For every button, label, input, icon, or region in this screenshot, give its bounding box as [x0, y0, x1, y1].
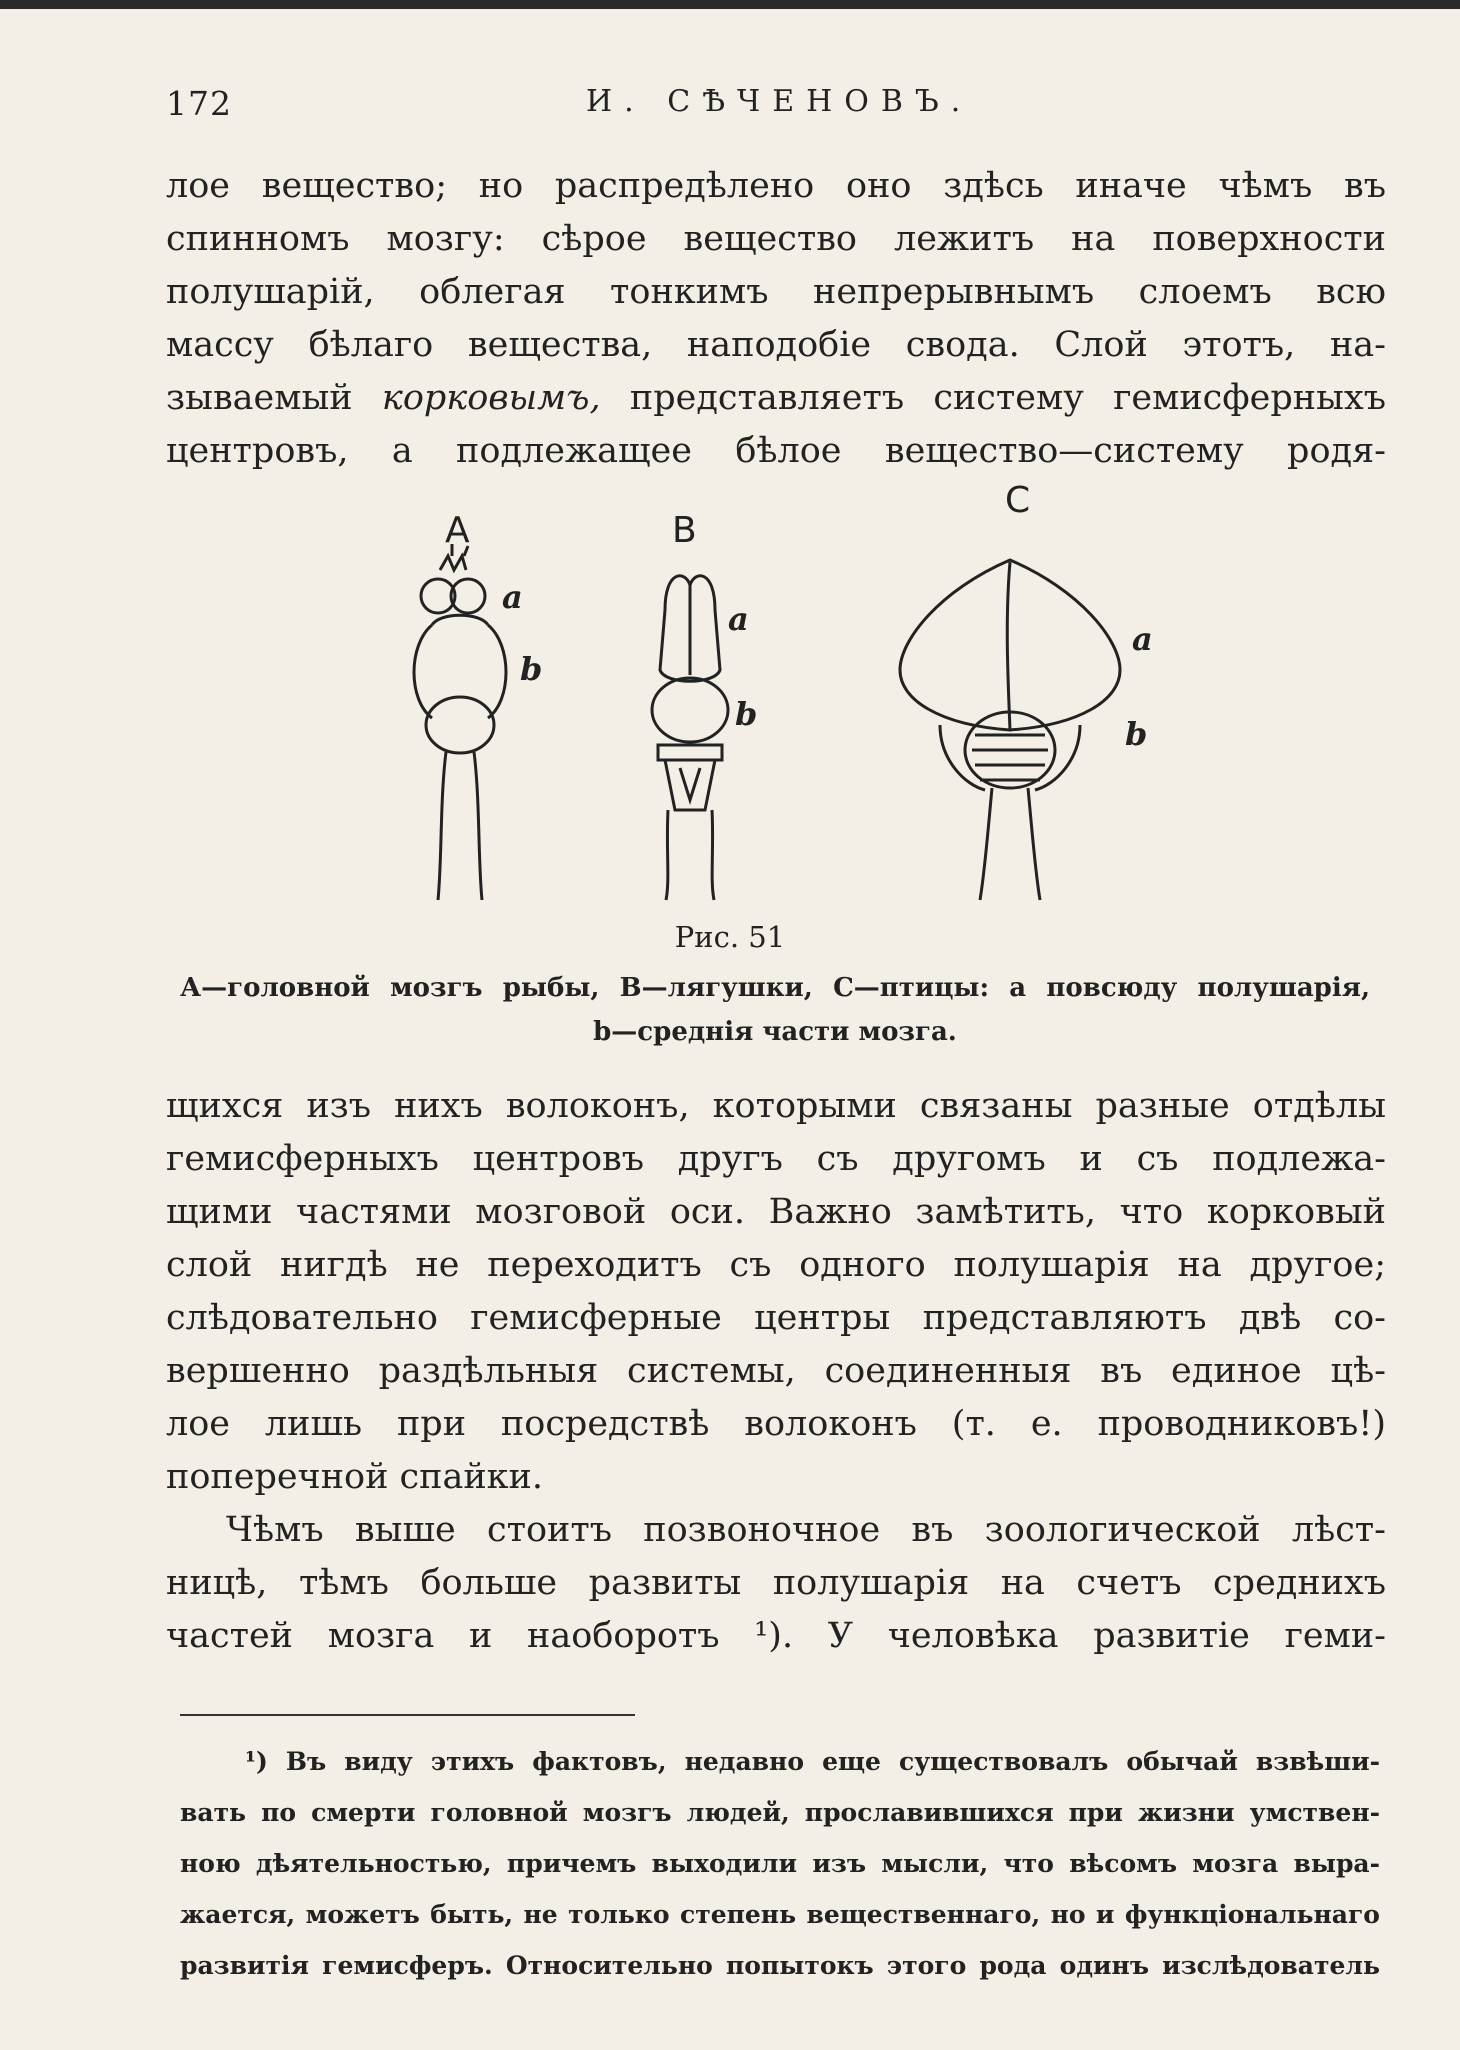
- brain-diagrams: [380, 500, 1380, 920]
- fig-sub-b: b: [1125, 715, 1148, 753]
- caption-line: А—головной мозгъ рыбы, В—лягушки, С—птицы: а повсюду полушарія,: [180, 973, 1370, 1003]
- frog-brain-drawing: [652, 576, 728, 900]
- fig-sub-b: b: [735, 695, 758, 733]
- caption-line: b—среднія части мозга.: [593, 1017, 957, 1047]
- footnote-divider: [180, 1714, 635, 1716]
- fig-sub-a: a: [502, 578, 523, 616]
- fig-label-b: B: [672, 510, 697, 551]
- footnote-line: развитія гемисферъ. Относительно попытокъ этого рода одинъ изслѣдователь: [180, 1951, 1380, 1980]
- text-line: слѣдовательно гемисферные центры представляютъ двѣ со-: [166, 1298, 1386, 1338]
- text-line: центровъ, а подлежащее бѣлое вещество—систему родя-: [166, 431, 1386, 471]
- fig-label-a: A: [445, 510, 470, 551]
- paragraph-2: [166, 1080, 1386, 1504]
- text-line: спинномъ мозгу: сѣрое вещество лежитъ на поверхности: [166, 219, 1386, 259]
- footnote-line: вать по смерти головной мозгъ людей, прославившихся при жизни умствен-: [180, 1798, 1380, 1827]
- italic-term: корковымъ,: [381, 378, 601, 418]
- fig-sub-b: b: [520, 650, 543, 688]
- page-number: 172: [166, 84, 232, 123]
- text-line: частей мозга и наоборотъ ¹). У человѣка развитіе геми-: [166, 1616, 1386, 1656]
- text-line: поперечной спайки.: [166, 1457, 544, 1497]
- footnote-line: ною дѣятельностью, причемъ выходили изъ мысли, что вѣсомъ мозга выра-: [180, 1849, 1380, 1878]
- text-line: ницѣ, тѣмъ больше развиты полушарія на счетъ среднихъ: [166, 1563, 1386, 1603]
- running-head: И. СѢЧЕНОВЪ.: [586, 84, 973, 119]
- paragraph-1: [166, 160, 1386, 478]
- text-line: вершенно раздѣльныя системы, соединенныя въ единое цѣ-: [166, 1351, 1386, 1391]
- text-line: гемисферныхъ центровъ другъ съ другомъ и съ подлежа-: [166, 1139, 1386, 1179]
- figure-caption: [180, 966, 1370, 1054]
- text-line: щими частями мозговой оси. Важно замѣтить, что корковый: [166, 1192, 1386, 1232]
- paragraph-3: [166, 1504, 1386, 1663]
- text-line: лое лишь при посредствѣ волоконъ (т. е. проводниковъ!): [166, 1404, 1386, 1444]
- footnote-line: ¹) Въ виду этихъ фактовъ, недавно еще существовалъ обычай взвѣши-: [245, 1747, 1380, 1776]
- text-line: [166, 372, 1386, 425]
- text-line: щихся изъ нихъ волоконъ, которыми связаны разные отдѣлы: [166, 1086, 1386, 1126]
- text-segment: зываемый: [166, 378, 382, 418]
- fig-label-c: C: [1005, 480, 1031, 521]
- text-segment: представляетъ систему гемисферныхъ: [600, 378, 1386, 418]
- footnote: [180, 1736, 1380, 1991]
- fish-brain-drawing: [414, 544, 506, 900]
- figure-caption-title: Рис. 51: [674, 920, 786, 954]
- fig-sub-a: a: [1132, 620, 1153, 658]
- text-line: полушарій, облегая тонкимъ непрерывнымъ слоемъ всю: [166, 272, 1386, 312]
- bird-brain-drawing: [900, 560, 1120, 900]
- text-line: лое вещество; но распредѣлено оно здѣсь иначе чѣмъ въ: [166, 166, 1386, 206]
- fig-sub-a: a: [728, 600, 749, 638]
- page-header: [166, 84, 1386, 132]
- footnote-line: жается, можетъ быть, не только степень вещественнаго, но и функціональнаго: [180, 1900, 1380, 1929]
- text-line: Чѣмъ выше стоитъ позвоночное въ зоологической лѣст-: [226, 1510, 1386, 1550]
- text-line: массу бѣлаго вещества, наподобіе свода. Слой этотъ, на-: [166, 325, 1386, 365]
- brain-figure: [380, 480, 1380, 920]
- page-top-edge: [0, 0, 1460, 9]
- text-line: слой нигдѣ не переходитъ съ одного полушарія на другое;: [166, 1245, 1386, 1285]
